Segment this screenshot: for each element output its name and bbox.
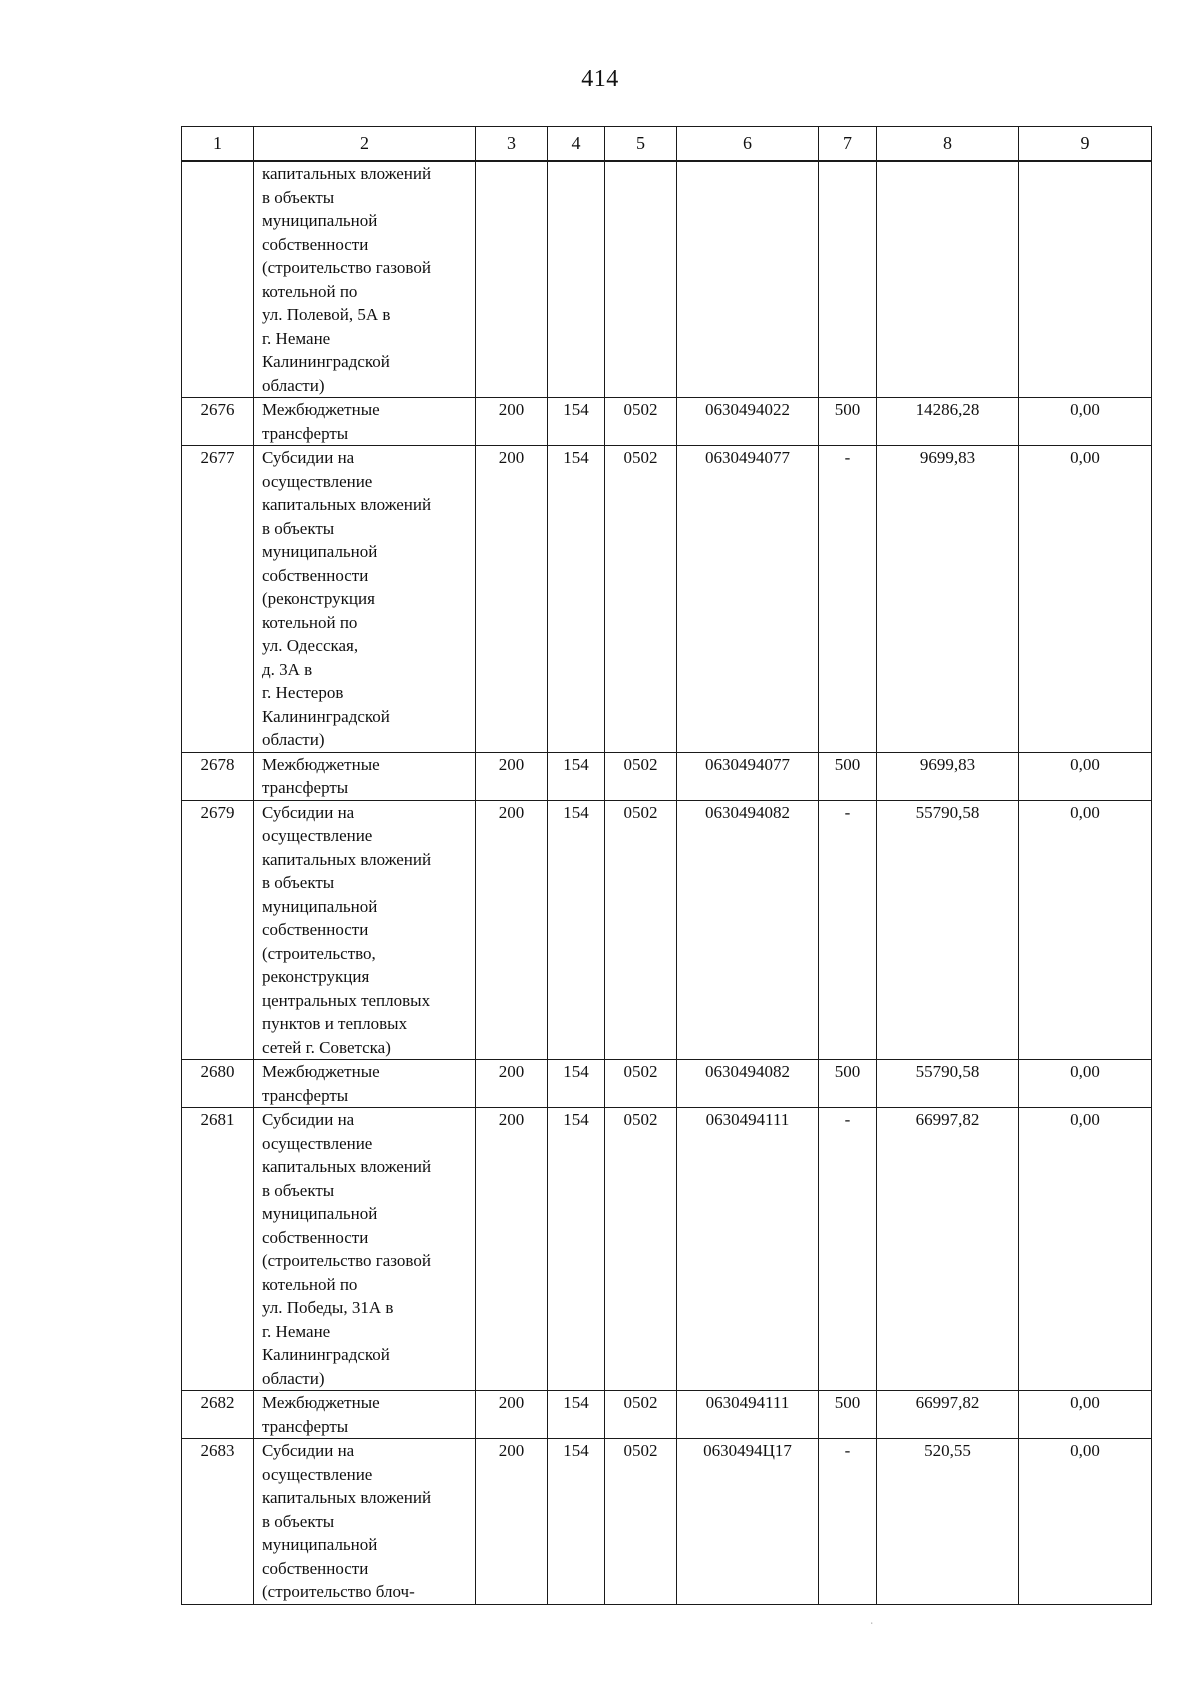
column-3-cell: 200: [476, 752, 548, 800]
column-5-cell: [605, 161, 677, 398]
row-number-cell: 2683: [182, 1439, 254, 1605]
column-header-1: 1: [182, 127, 254, 162]
amount-cell: [877, 161, 1019, 398]
code-cell: 0630494077: [677, 446, 819, 753]
amount-cell: 9699,83: [877, 446, 1019, 753]
value-cell: 0,00: [1019, 1108, 1152, 1391]
column-3-cell: 200: [476, 1391, 548, 1439]
amount-cell: 14286,28: [877, 398, 1019, 446]
row-name-cell: Субсидии на осуществление капитальных вложений в объекты муниципальной собственности (строительство, реконструкция центральных тепловых пунктов и тепловых сетей г. Советска): [254, 800, 476, 1060]
column-5-cell: 0502: [605, 800, 677, 1060]
column-header-7: 7: [819, 127, 877, 162]
column-4-cell: 154: [548, 446, 605, 753]
budget-table: [181, 126, 1152, 1605]
row-name-cell: капитальных вложений в объекты муниципальной собственности (строительство газовой котельной по ул. Полевой, 5А в г. Немане Калининградской области): [254, 161, 476, 398]
column-5-cell: 0502: [605, 1060, 677, 1108]
value-cell: 0,00: [1019, 1439, 1152, 1605]
row-number-cell: 2680: [182, 1060, 254, 1108]
table-row: [182, 1439, 1152, 1605]
row-number-cell: 2682: [182, 1391, 254, 1439]
column-header-6: 6: [677, 127, 819, 162]
column-3-cell: 200: [476, 1060, 548, 1108]
table-row: [182, 1108, 1152, 1391]
column-3-cell: 200: [476, 800, 548, 1060]
column-7-cell: 500: [819, 398, 877, 446]
column-4-cell: 154: [548, 1391, 605, 1439]
header-row: [182, 127, 1152, 162]
column-4-cell: 154: [548, 398, 605, 446]
amount-cell: 55790,58: [877, 800, 1019, 1060]
table-header: [182, 127, 1152, 162]
row-name-cell: Субсидии на осуществление капитальных вложений в объекты муниципальной собственности (строительство газовой котельной по ул. Победы, 31А в г. Немане Калининградской области): [254, 1108, 476, 1391]
column-7-cell: [819, 161, 877, 398]
row-number-cell: 2676: [182, 398, 254, 446]
code-cell: 0630494022: [677, 398, 819, 446]
column-header-4: 4: [548, 127, 605, 162]
table-row: [182, 800, 1152, 1060]
column-7-cell: 500: [819, 752, 877, 800]
column-7-cell: -: [819, 800, 877, 1060]
column-4-cell: 154: [548, 1439, 605, 1605]
scan-speck: ·: [867, 1618, 876, 1630]
value-cell: 0,00: [1019, 1391, 1152, 1439]
column-7-cell: -: [819, 1108, 877, 1391]
column-3-cell: 200: [476, 398, 548, 446]
row-number-cell: 2679: [182, 800, 254, 1060]
column-header-3: 3: [476, 127, 548, 162]
column-5-cell: 0502: [605, 398, 677, 446]
value-cell: 0,00: [1019, 1060, 1152, 1108]
column-3-cell: 200: [476, 1439, 548, 1605]
row-number-cell: [182, 161, 254, 398]
table-row: [182, 161, 1152, 398]
column-5-cell: 0502: [605, 1108, 677, 1391]
table-row: [182, 398, 1152, 446]
code-cell: 0630494082: [677, 800, 819, 1060]
column-5-cell: 0502: [605, 446, 677, 753]
column-5-cell: 0502: [605, 752, 677, 800]
page-number: 414: [581, 66, 619, 92]
column-header-5: 5: [605, 127, 677, 162]
row-name-cell: Межбюджетные трансферты: [254, 398, 476, 446]
column-3-cell: [476, 161, 548, 398]
table-row: [182, 1391, 1152, 1439]
code-cell: 0630494111: [677, 1391, 819, 1439]
column-4-cell: 154: [548, 1060, 605, 1108]
column-7-cell: 500: [819, 1060, 877, 1108]
code-cell: [677, 161, 819, 398]
column-4-cell: [548, 161, 605, 398]
row-number-cell: 2677: [182, 446, 254, 753]
row-name-cell: Межбюджетные трансферты: [254, 1060, 476, 1108]
row-name-cell: Субсидии на осуществление капитальных вложений в объекты муниципальной собственности (строительство блоч-: [254, 1439, 476, 1605]
row-number-cell: 2681: [182, 1108, 254, 1391]
row-name-cell: Субсидии на осуществление капитальных вложений в объекты муниципальной собственности (реконструкция котельной по ул. Одесская, д. 3А в г. Нестеров Калининградской области): [254, 446, 476, 753]
column-header-2: 2: [254, 127, 476, 162]
column-4-cell: 154: [548, 800, 605, 1060]
column-header-9: 9: [1019, 127, 1152, 162]
amount-cell: 520,55: [877, 1439, 1019, 1605]
column-3-cell: 200: [476, 1108, 548, 1391]
code-cell: 0630494077: [677, 752, 819, 800]
column-header-8: 8: [877, 127, 1019, 162]
value-cell: 0,00: [1019, 752, 1152, 800]
table-body: [182, 161, 1152, 1604]
amount-cell: 9699,83: [877, 752, 1019, 800]
value-cell: 0,00: [1019, 398, 1152, 446]
column-4-cell: 154: [548, 1108, 605, 1391]
table-row: [182, 752, 1152, 800]
table-row: [182, 446, 1152, 753]
code-cell: 0630494111: [677, 1108, 819, 1391]
row-name-cell: Межбюджетные трансферты: [254, 1391, 476, 1439]
value-cell: [1019, 161, 1152, 398]
column-7-cell: -: [819, 1439, 877, 1605]
table-row: [182, 1060, 1152, 1108]
column-4-cell: 154: [548, 752, 605, 800]
amount-cell: 66997,82: [877, 1391, 1019, 1439]
row-number-cell: 2678: [182, 752, 254, 800]
code-cell: 0630494Ц17: [677, 1439, 819, 1605]
value-cell: 0,00: [1019, 446, 1152, 753]
code-cell: 0630494082: [677, 1060, 819, 1108]
amount-cell: 55790,58: [877, 1060, 1019, 1108]
amount-cell: 66997,82: [877, 1108, 1019, 1391]
value-cell: 0,00: [1019, 800, 1152, 1060]
column-7-cell: 500: [819, 1391, 877, 1439]
column-7-cell: -: [819, 446, 877, 753]
row-name-cell: Межбюджетные трансферты: [254, 752, 476, 800]
column-5-cell: 0502: [605, 1439, 677, 1605]
column-5-cell: 0502: [605, 1391, 677, 1439]
column-3-cell: 200: [476, 446, 548, 753]
